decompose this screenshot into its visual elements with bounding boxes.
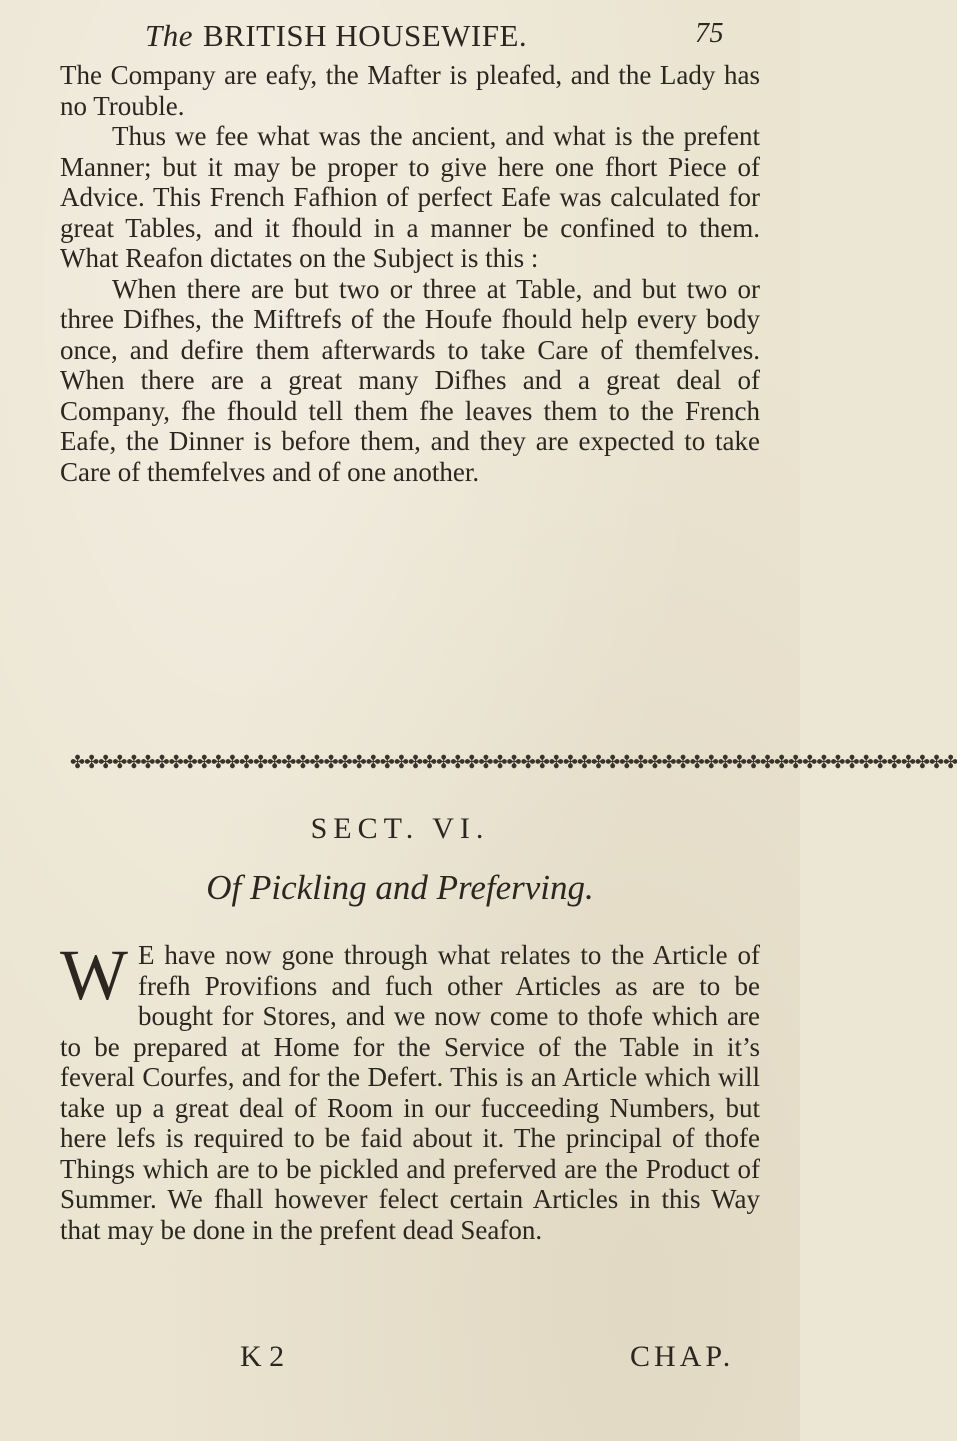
ornamental-rule: ✤✤✤✤✤✤✤✤✤✤✤✤✤✤✤✤✤✤✤✤✤✤✤✤✤✤✤✤✤✤✤✤✤✤✤✤✤✤✤✤✤✤✤✤✤✤✤✤✤✤✤✤✤✤✤✤✤✤✤✤✤✤✤ — [70, 752, 957, 772]
section-body — [60, 935, 760, 1245]
header-the: The — [145, 18, 193, 53]
paragraph-table: When there are but two or three at Table, and but two or three Difhes, the Miftrefs of the Houfe fhould help every body once, and defire them afterwards to take Care of themfelves. When there are a great many Difhes and a great deal of Company, fhe fhould tell them fhe leaves them to the French Eafe, the Dinner is before them, and they are expected to take Care of themfelves and of one another. — [60, 273, 760, 487]
section-subtitle: Of Pickling and Preferving. — [206, 868, 594, 907]
page-number: 75 — [695, 18, 724, 49]
paragraph-advice: Thus we fee what was the ancient, and what is the prefent Manner; but it may be proper to give here one fhort Piece of Advice. This French Fafhion of perfect Eafe was calculated for great Tables, and it fhould in a manner be confined to them. What Reafon dictates on the Subject is this : — [60, 121, 760, 273]
drop-cap: W — [60, 935, 128, 1015]
catchline — [60, 1340, 760, 1380]
header-title: BRITISH HOUSEWIFE. — [203, 18, 528, 53]
catchword: CHAP. — [630, 1340, 735, 1373]
section-paragraph — [60, 935, 760, 1245]
running-header — [145, 18, 785, 58]
paragraph-line-1: The Company are eafy, the Mafter is pleafed, and the Lady has no Trouble. — [60, 60, 760, 121]
signature-mark: K 2 — [240, 1340, 285, 1373]
section-heading: SECT. VI. — [310, 812, 490, 845]
opening-text — [60, 60, 760, 487]
section-paragraph-text: E have now gone through what relates to the Article of frefh Provifions and fuch other Articles as are to be bought for Stores, and we now come to thofe which are to be prepared at Home for the Service of the Table in it’s feveral Courfes, and for the Defert. This is an Article which will take up a great deal of Room in our fucceeding Numbers, but here lefs is required to be faid about it. The principal of thofe Things which are to be pickled and preferved are the Product of Summer. We fhall however felect certain Articles in this Way that may be done in the prefent dead Seafon. — [60, 940, 760, 1245]
